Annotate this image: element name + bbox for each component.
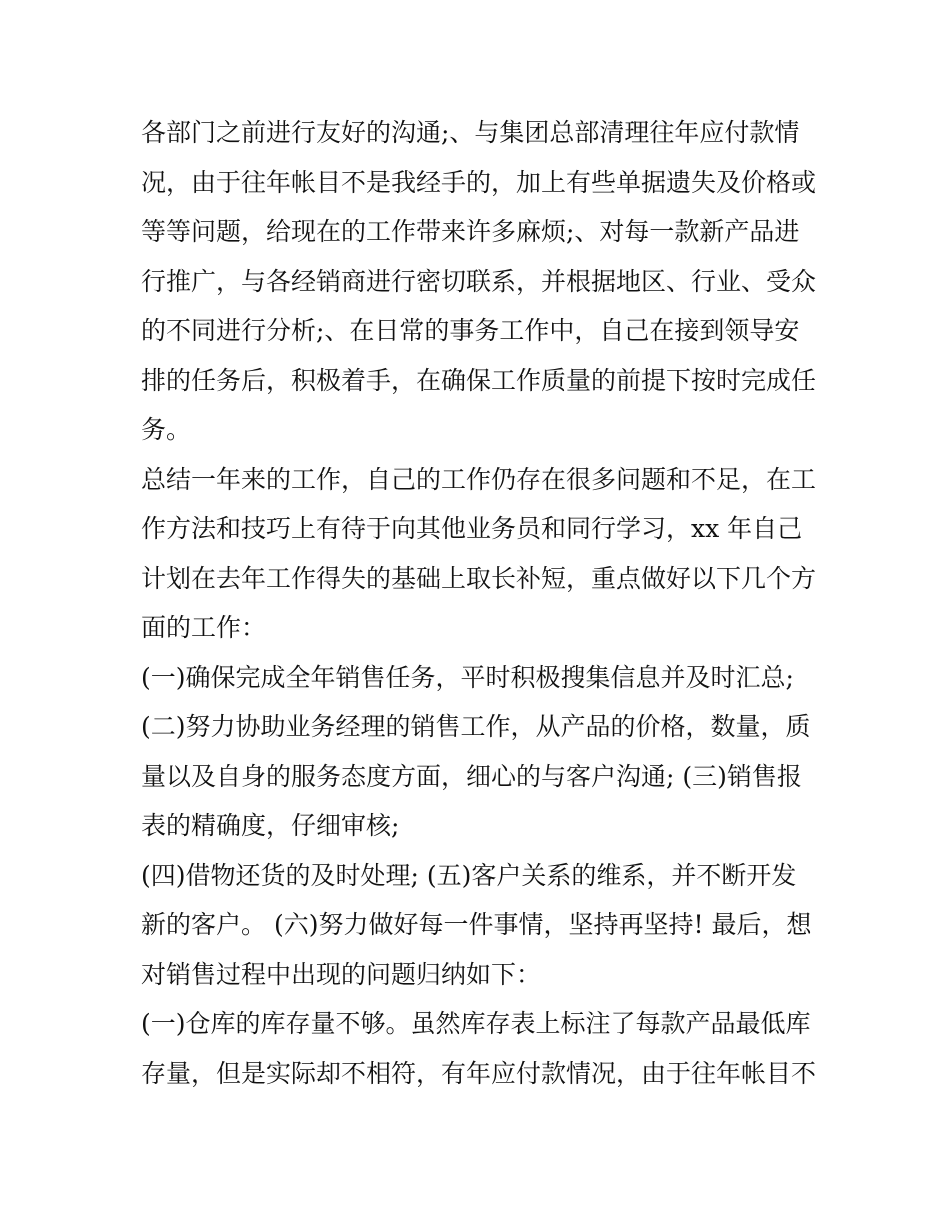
text-line: 面的工作： (141, 613, 267, 642)
text-line: 总结一年来的工作，自己的工作仍存在很多问题和不足，在工 (141, 464, 817, 494)
text-line: 的不同进行分析;、在日常的事务工作中，自己在接到领导安 (141, 316, 800, 345)
text-line: 作方法和技巧上有待于向其他业务员和同行学习，xx 年自己 (141, 514, 803, 543)
text-line: 对销售过程中出现的问题归纳如下： (141, 959, 542, 989)
text-line: (二)努力协助业务经理的销售工作，从产品的价格，数量，质 (141, 712, 811, 741)
text-line: 排的任务后，积极着手，在确保工作质量的前提下按时完成任 (141, 365, 817, 395)
text-line: (四)借物还货的及时处理; (五)客户关系的维系，并不断开发 (141, 860, 797, 890)
text-line: 量以及自身的服务态度方面，细心的与客户沟通; (三)销售报 (141, 761, 802, 791)
document-body (141, 108, 821, 1098)
text-line: 务。 (141, 415, 192, 444)
text-line: 表的精确度，仔细审核; (141, 811, 400, 840)
text-line: 存量，但是实际却不相符，有年应付款情况，由于往年帐目不 (141, 1058, 817, 1088)
text-line: 计划在去年工作得失的基础上取长补短，重点做好以下几个方 (141, 563, 817, 593)
text-line: 各部门之前进行友好的沟通;、与集团总部清理往年应付款情 (141, 118, 800, 147)
text-line: 新的客户。 (六)努力做好每一件事情，坚持再坚持! 最后，想 (141, 910, 812, 939)
text-line: (一)确保完成全年销售任务，平时积极搜集信息并及时汇总; (141, 662, 794, 692)
text-line: 况，由于往年帐目不是我经手的，加上有些单据遗失及价格或 (141, 167, 817, 197)
text-line: (一)仓库的库存量不够。虽然库存表上标注了每款产品最低库 (141, 1009, 811, 1038)
text-line: 等等问题，给现在的工作带来许多麻烦;、对每一款新产品进 (141, 217, 800, 246)
text-line: 行推广，与各经销商进行密切联系，并根据地区、行业、受众 (141, 266, 817, 296)
